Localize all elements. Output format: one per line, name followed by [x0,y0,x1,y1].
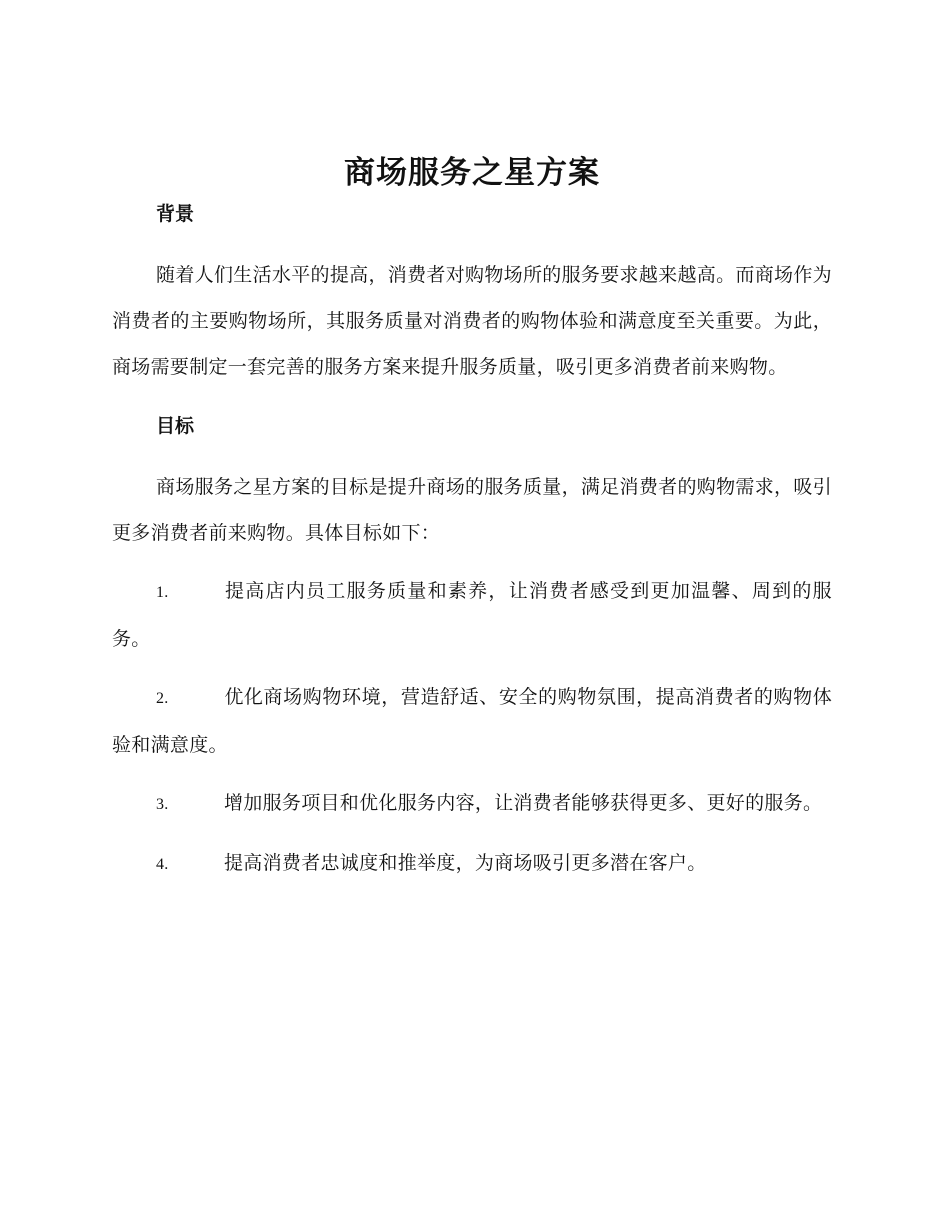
goal-list-item [112,780,832,828]
list-number: 2. [156,690,169,707]
goal-list-item [112,568,832,662]
document-title: 商场服务之星方案 [344,155,600,191]
goals-paragraph: 商场服务之星方案的目标是提升商场的服务质量，满足消费者的购物需求，吸引更多消费者前来购物。具体目标如下： [112,476,832,544]
list-item-text: 提高消费者忠诚度和推举度，为商场吸引更多潜在客户。 [224,852,707,874]
section-heading-background: 背景 [156,203,195,225]
background-paragraph: 随着人们生活水平的提高，消费者对购物场所的服务要求越来越高。而商场作为消费者的主要购物场所，其服务质量对消费者的购物体验和满意度至关重要。为此，商场需要制定一套完善的服务方案来提升服务质量，吸引更多消费者前来购物。 [112,264,832,378]
list-item-text: 提高店内员工服务质量和素养，让消费者感受到更加温馨、周到的服务。 [112,580,832,650]
document-body [112,150,832,888]
goal-list-item [112,840,832,888]
list-number: 1. [156,584,169,601]
section-heading-goals: 目标 [156,415,195,437]
list-item-text: 优化商场购物环境，营造舒适、安全的购物氛围，提高消费者的购物体验和满意度。 [112,686,832,756]
list-number: 4. [156,856,169,873]
list-item-text: 增加服务项目和优化服务内容，让消费者能够获得更多、更好的服务。 [224,792,823,814]
goal-list-item [112,674,832,768]
list-number: 3. [156,796,169,813]
